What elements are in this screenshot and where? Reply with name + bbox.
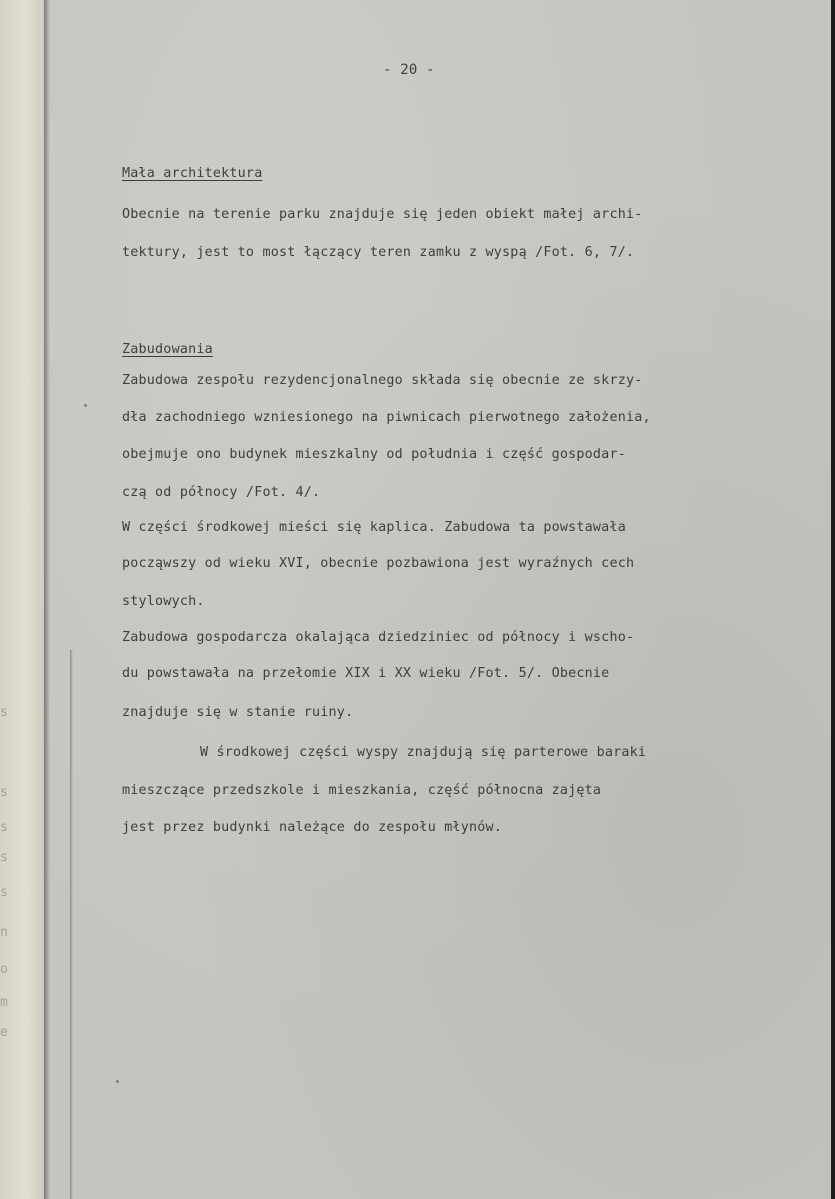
page-right-border — [831, 0, 835, 1199]
scan-speck — [116, 1080, 119, 1083]
margin-bleed-char: s — [0, 785, 8, 800]
paragraph-line: obejmuje ono budynek mieszkalny od południa i część gospodar- — [122, 447, 626, 462]
left-page-edge — [0, 0, 44, 1199]
paragraph-line: mieszczące przedszkole i mieszkania, część północna zajęta — [122, 783, 602, 798]
paragraph-line: Zabudowa zespołu rezydencjonalnego składa się obecnie ze skrzy- — [122, 373, 643, 388]
paragraph-line: Zabudowa gospodarcza okalająca dziedziniec od północy i wscho- — [122, 630, 635, 645]
paragraph-line: dła zachodniego wzniesionego na piwnicach pierwotnego założenia, — [122, 410, 651, 425]
page-edge-shadow — [70, 650, 73, 1199]
section-heading: Mała architektura — [122, 166, 263, 181]
section-heading: Zabudowania — [122, 342, 213, 357]
paragraph-line: stylowych. — [122, 594, 205, 609]
page-number: - 20 - — [383, 62, 435, 78]
margin-bleed-char: s — [0, 820, 8, 835]
paragraph-line: jest przez budynki należące do zespołu młynów. — [122, 820, 503, 835]
margin-bleed-char: s — [0, 850, 8, 865]
paragraph-line: W środkowej części wyspy znajdują się parterowe baraki — [200, 745, 647, 760]
margin-bleed-char: s — [0, 885, 8, 900]
paragraph-line: Obecnie na terenie parku znajduje się jeden obiekt małej archi- — [122, 207, 643, 222]
paragraph-line: du powstawała na przełomie XIX i XX wieku /Fot. 5/. Obecnie — [122, 666, 610, 681]
margin-bleed-char: m — [0, 995, 8, 1010]
margin-bleed-char: o — [0, 962, 8, 977]
margin-bleed-char: e — [0, 1025, 8, 1040]
margin-bleed-char: n — [0, 925, 8, 940]
scan-speck — [84, 404, 87, 407]
paragraph-line: począwszy od wieku XVI, obecnie pozbawiona jest wyraźnych cech — [122, 556, 635, 571]
paragraph-line: W części środkowej mieści się kaplica. Zabudowa ta powstawała — [122, 520, 626, 535]
paragraph-line: znajduje się w stanie ruiny. — [122, 705, 354, 720]
margin-bleed-char: s — [0, 705, 8, 720]
paragraph-line: tektury, jest to most łączący teren zamku z wyspą /Fot. 6, 7/. — [122, 245, 635, 260]
paragraph-line: czą od północy /Fot. 4/. — [122, 485, 321, 500]
page-shadow — [44, 0, 50, 1199]
